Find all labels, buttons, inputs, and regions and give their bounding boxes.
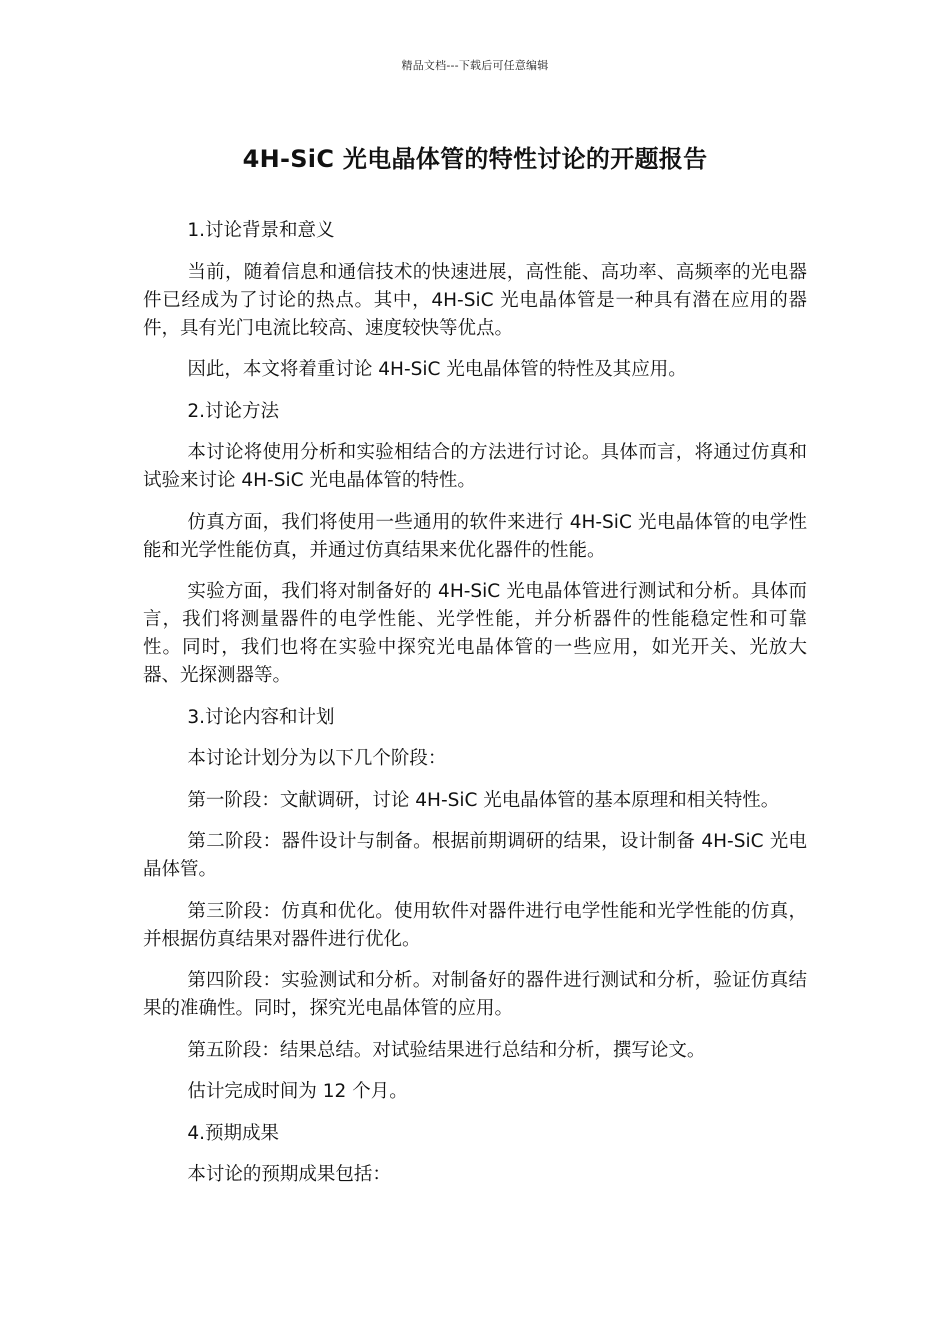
section-heading-method: 2.讨论方法 (187, 400, 280, 422)
paragraph: 估计完成时间为 12 个月。 (187, 1081, 408, 1102)
paragraph: 当前，随着信息和通信技术的快速进展，高性能、高功率、高频率的光电器件已经成为了讨论的热点。其中，4H-SiC 光电晶体管是一种具有潜在应用的器件，具有光门电流比较高、速度较快等优点。 (143, 261, 807, 339)
document-body (143, 217, 807, 1203)
paragraph: 本讨论的预期成果包括： (187, 1164, 391, 1185)
header-note: 精品文档---下载后可任意编辑 (401, 59, 549, 72)
section-heading-background: 1.讨论背景和意义 (187, 220, 335, 241)
paragraph: 第二阶段：器件设计与制备。根据前期调研的结果，设计制备 4H-SiC 光电晶体管。 (143, 831, 807, 880)
paragraph: 本讨论计划分为以下几个阶段： (187, 748, 447, 769)
paragraph: 因此，本文将着重讨论 4H-SiC 光电晶体管的特性及其应用。 (187, 359, 687, 380)
section-heading-outcomes: 4.预期成果 (187, 1122, 280, 1144)
paragraph: 实验方面，我们将对制备好的 4H-SiC 光电晶体管进行测试和分析。具体而言，我们将测量器件的电学性能、光学性能，并分析器件的性能稳定性和可靠性。同时，我们也将在实验中探究光电晶体管的一些应用，如光开关、光放大器、光探测器等。 (143, 581, 807, 686)
section-heading-plan: 3.讨论内容和计划 (187, 706, 335, 728)
paragraph: 第三阶段：仿真和优化。使用软件对器件进行电学性能和光学性能的仿真，并根据仿真结果对器件进行优化。 (143, 900, 807, 950)
paragraph: 第一阶段：文献调研，讨论 4H-SiC 光电晶体管的基本原理和相关特性。 (187, 789, 780, 811)
paragraph: 第五阶段：结果总结。对试验结果进行总结和分析，撰写论文。 (187, 1039, 706, 1061)
document-title: 4H-SiC 光电晶体管的特性讨论的开题报告 (242, 145, 708, 173)
paragraph: 本讨论将使用分析和实验相结合的方法进行讨论。具体而言，将通过仿真和试验来讨论 4H-SiC 光电晶体管的特性。 (143, 442, 807, 491)
paragraph: 第四阶段：实验测试和分析。对制备好的器件进行测试和分析，验证仿真结果的准确性。同时，探究光电晶体管的应用。 (143, 970, 807, 1019)
paragraph: 仿真方面，我们将使用一些通用的软件来进行 4H-SiC 光电晶体管的电学性能和光学性能仿真，并通过仿真结果来优化器件的性能。 (143, 511, 807, 561)
